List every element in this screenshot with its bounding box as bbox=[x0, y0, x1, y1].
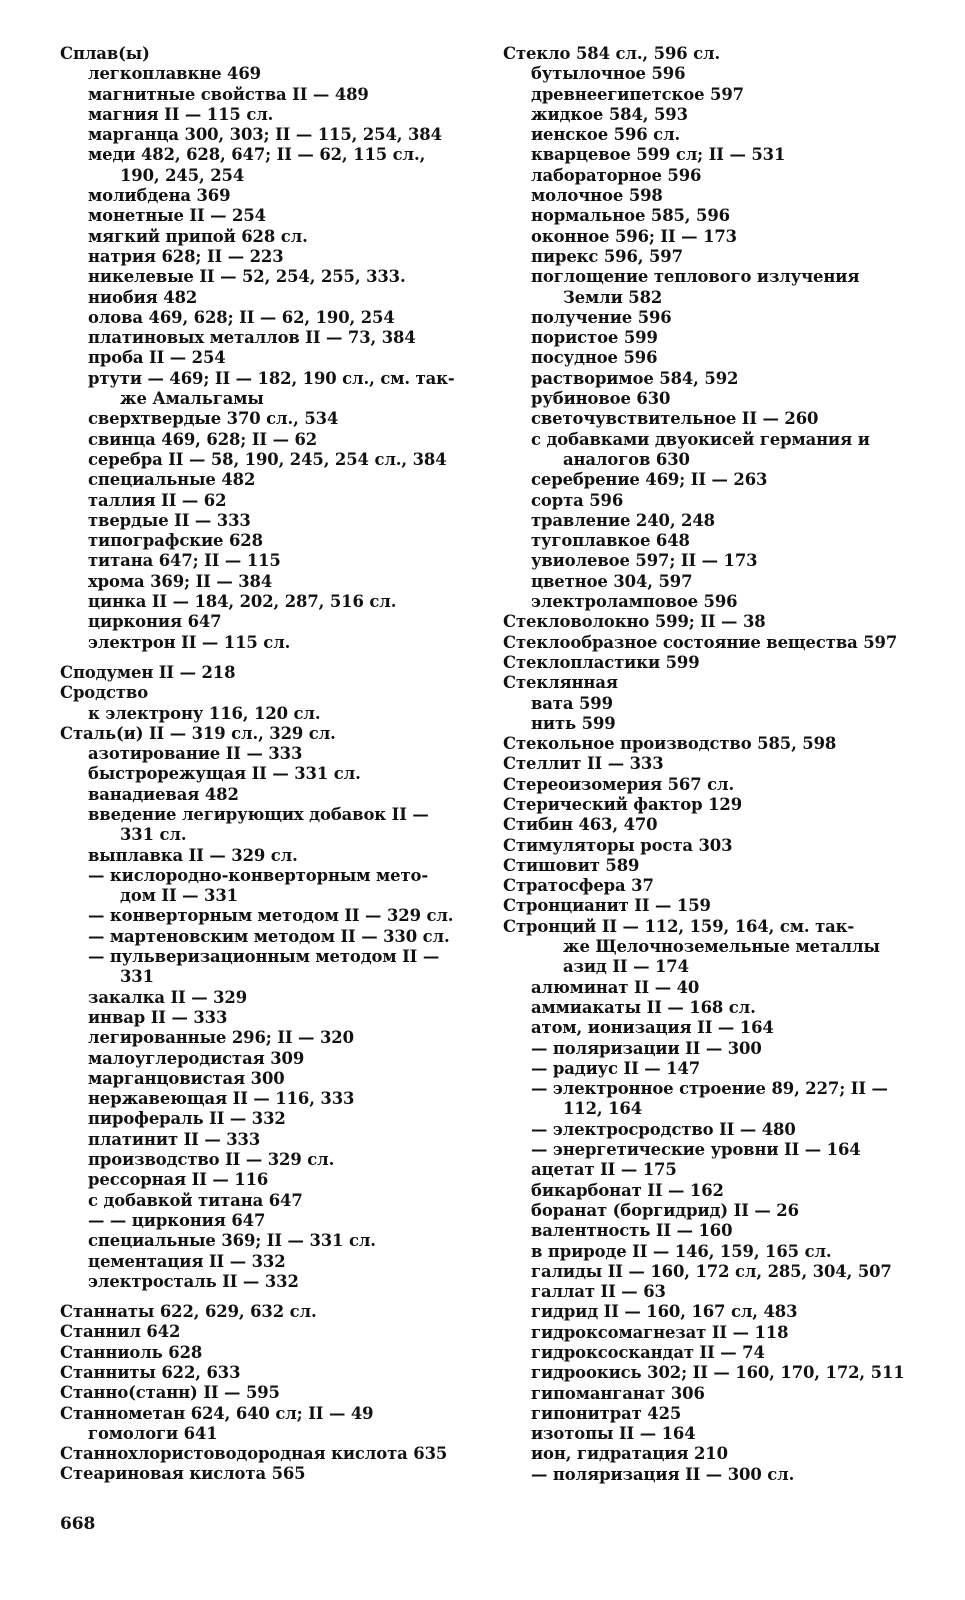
index-subentry: мягкий припой 628 сл. bbox=[88, 226, 308, 246]
right-index-column bbox=[503, 44, 905, 1485]
index-entry: Сталь(и) II — 319 сл., 329 сл. bbox=[60, 723, 336, 743]
index-subentry: электроламповое 596 bbox=[531, 592, 738, 612]
index-subentry: — поляризации II — 300 bbox=[531, 1038, 762, 1058]
index-entry: Стеариновая кислота 565 bbox=[60, 1464, 306, 1484]
index-entry: Станниоль 628 bbox=[60, 1342, 203, 1362]
index-subentry: валентность II — 160 bbox=[531, 1221, 733, 1241]
index-subentry: электросталь II — 332 bbox=[88, 1271, 299, 1291]
index-subentry: гомологи 641 bbox=[88, 1423, 218, 1443]
index-subentry: олова 469, 628; II — 62, 190, 254 bbox=[88, 307, 395, 327]
index-subentry: 331 bbox=[120, 967, 154, 987]
index-entry: Станнометан 624, 640 сл; II — 49 bbox=[60, 1403, 374, 1423]
index-subentry: боранат (боргидрид) II — 26 bbox=[531, 1200, 799, 1220]
index-subentry: ниобия 482 bbox=[88, 287, 198, 307]
section-gap bbox=[60, 1292, 460, 1302]
index-subentry: изотопы II — 164 bbox=[531, 1424, 696, 1444]
index-subentry: инвар II — 333 bbox=[88, 1007, 228, 1027]
index-subentry: жидкое 584, 593 bbox=[531, 104, 688, 124]
index-subentry: иенское 596 сл. bbox=[531, 125, 681, 145]
index-subentry: алюминат II — 40 bbox=[531, 977, 700, 997]
index-entry: Станниты 622, 633 bbox=[60, 1363, 241, 1382]
index-subentry: специальные 482 bbox=[88, 470, 256, 490]
index-subentry: ион, гидратация 210 bbox=[531, 1444, 728, 1464]
index-subentry: введение легирующих добавок II — bbox=[88, 804, 429, 824]
index-subentry: рессорная II — 116 bbox=[88, 1170, 269, 1190]
index-subentry: к электрону 116, 120 сл. bbox=[88, 703, 321, 723]
index-subentry: растворимое 584, 592 bbox=[531, 368, 739, 388]
index-entry: Станнаты 622, 629, 632 сл. bbox=[60, 1302, 317, 1322]
index-entry: Станнохлористоводородная кислота 635 bbox=[60, 1444, 448, 1464]
index-entry: Станнил 642 bbox=[60, 1322, 181, 1342]
index-subentry: специальные 369; II — 331 сл. bbox=[88, 1231, 376, 1251]
index-subentry: цементация II — 332 bbox=[88, 1251, 286, 1271]
index-subentry: выплавка II — 329 сл. bbox=[88, 845, 298, 865]
index-subentry: легкоплавкне 469 bbox=[88, 64, 261, 84]
index-subentry: получение 596 bbox=[531, 307, 672, 327]
index-subentry: типографские 628 bbox=[88, 531, 263, 551]
index-subentry: — электросродство II — 480 bbox=[531, 1119, 796, 1139]
index-entry: Сподумен II — 218 bbox=[60, 662, 236, 682]
index-subentry: 331 сл. bbox=[120, 825, 187, 845]
index-subentry: древнеегипетское 597 bbox=[531, 84, 744, 104]
index-subentry: серебра II — 58, 190, 245, 254 сл., 384 bbox=[88, 449, 447, 469]
index-entry: Стекло 584 сл., 596 сл. bbox=[503, 44, 721, 63]
index-subentry: циркония 647 bbox=[88, 612, 222, 632]
index-subentry: молочное 598 bbox=[531, 186, 663, 206]
index-subentry: азотирование II — 333 bbox=[88, 744, 303, 764]
index-subentry: оконное 596; II — 173 bbox=[531, 226, 737, 246]
index-subentry: платиновых металлов II — 73, 384 bbox=[88, 328, 416, 348]
index-entry: Стереоизомерия 567 сл. bbox=[503, 774, 735, 794]
index-subentry: марганцовистая 300 bbox=[88, 1068, 285, 1088]
index-subentry: нержавеющая II — 116, 333 bbox=[88, 1089, 355, 1109]
index-subentry: бикарбонат II — 162 bbox=[531, 1180, 724, 1200]
index-subentry: с добавками двуокисей германия и bbox=[531, 429, 870, 449]
index-subentry: электрон II — 115 сл. bbox=[88, 632, 291, 652]
index-subentry: цинка II — 184, 202, 287, 516 сл. bbox=[88, 592, 397, 612]
index-subentry: нить 599 bbox=[531, 713, 616, 733]
index-subentry: нормальное 585, 596 bbox=[531, 206, 730, 226]
index-entry: Сплав(ы) bbox=[60, 44, 150, 63]
index-subentry: магнитные свойства II — 489 bbox=[88, 84, 369, 104]
index-entry: Стерический фактор 129 bbox=[503, 794, 743, 814]
index-subentry: быстрорежущая II — 331 сл. bbox=[88, 764, 361, 784]
index-subentry: в природе II — 146, 159, 165 сл. bbox=[531, 1241, 832, 1261]
index-entry: Стишовит 589 bbox=[503, 855, 640, 875]
section-gap bbox=[60, 653, 460, 663]
index-subentry: таллия II — 62 bbox=[88, 490, 227, 510]
index-entry: Стронций II — 112, 159, 164, см. так- bbox=[503, 916, 855, 936]
index-subentry: же Щелочноземельные металлы bbox=[563, 937, 880, 957]
index-subentry: увиолевое 597; II — 173 bbox=[531, 551, 758, 571]
index-subentry: посудное 596 bbox=[531, 348, 658, 368]
index-subentry: — — циркония 647 bbox=[88, 1210, 266, 1230]
index-subentry: тугоплавкое 648 bbox=[531, 531, 690, 551]
index-subentry: натрия 628; II — 223 bbox=[88, 246, 284, 266]
index-subentry: галиды II — 160, 172 сл, 285, 304, 507 bbox=[531, 1261, 892, 1281]
index-subentry: магния II — 115 сл. bbox=[88, 104, 274, 124]
index-subentry: свинца 469, 628; II — 62 bbox=[88, 429, 318, 449]
index-subentry: ртути — 469; II — 182, 190 сл., см. так- bbox=[88, 368, 455, 388]
index-subentry: атом, ионизация II — 164 bbox=[531, 1018, 774, 1038]
index-entry: Стеклопластики 599 bbox=[503, 652, 700, 672]
index-subentry: — поляризация II — 300 сл. bbox=[531, 1464, 795, 1484]
index-subentry: меди 482, 628, 647; II — 62, 115 сл., bbox=[88, 145, 426, 165]
index-entry: Стеклообразное состояние вещества 597 bbox=[503, 632, 898, 652]
left-index-column bbox=[60, 44, 460, 1485]
index-subentry: светочувствительное II — 260 bbox=[531, 409, 819, 429]
index-subentry: серебрение 469; II — 263 bbox=[531, 470, 768, 490]
index-entry: Стекловолокно 599; II — 38 bbox=[503, 612, 766, 632]
index-entry: Сродство bbox=[60, 683, 149, 703]
index-subentry: дом II — 331 bbox=[120, 886, 238, 906]
index-subentry: цветное 304, 597 bbox=[531, 571, 693, 591]
index-subentry: гидроксоскандат II — 74 bbox=[531, 1343, 765, 1362]
index-subentry: лабораторное 596 bbox=[531, 165, 702, 185]
index-subentry: ацетат II — 175 bbox=[531, 1160, 677, 1180]
index-subentry: — радиус II — 147 bbox=[531, 1058, 701, 1078]
index-entry: Стекольное производство 585, 598 bbox=[503, 734, 837, 754]
index-entry: Стронцианит II — 159 bbox=[503, 896, 711, 916]
index-subentry: — энергетические уровни II — 164 bbox=[531, 1140, 861, 1160]
index-subentry: 112, 164 bbox=[563, 1099, 643, 1119]
index-subentry: платинит II — 333 bbox=[88, 1129, 261, 1149]
index-subentry: травление 240, 248 bbox=[531, 510, 715, 530]
index-entry: Станно(станн) II — 595 bbox=[60, 1383, 280, 1403]
index-entry: Стеклянная bbox=[503, 673, 618, 693]
index-subentry: сорта 596 bbox=[531, 490, 624, 510]
index-subentry: гидроксомагнезат II — 118 bbox=[531, 1322, 789, 1342]
index-subentry: Земли 582 bbox=[563, 287, 663, 307]
index-subentry: титана 647; II — 115 bbox=[88, 551, 281, 571]
index-subentry: аналогов 630 bbox=[563, 449, 690, 469]
index-subentry: вата 599 bbox=[531, 693, 613, 713]
index-entry: Стеллит II — 333 bbox=[503, 754, 664, 774]
index-subentry: пористое 599 bbox=[531, 328, 658, 348]
index-subentry: бутылочное 596 bbox=[531, 64, 686, 84]
index-subentry: пирекс 596, 597 bbox=[531, 246, 683, 266]
index-subentry: производство II — 329 сл. bbox=[88, 1150, 335, 1170]
index-subentry: — кислородно-конверторным мето- bbox=[88, 865, 429, 885]
index-subentry: пирофераль II — 332 bbox=[88, 1109, 286, 1129]
index-subentry: марганца 300, 303; II — 115, 254, 384 bbox=[88, 125, 442, 145]
index-subentry: проба II — 254 bbox=[88, 348, 226, 368]
index-subentry: галлат II — 63 bbox=[531, 1282, 666, 1302]
index-subentry: сверхтвердые 370 сл., 534 bbox=[88, 409, 339, 429]
index-subentry: гидроокись 302; II — 160, 170, 172, 511 bbox=[531, 1363, 905, 1383]
index-entry: Стимуляторы роста 303 bbox=[503, 835, 733, 855]
index-subentry: 190, 245, 254 bbox=[120, 165, 245, 185]
index-subentry: легированные 296; II — 320 bbox=[88, 1028, 354, 1048]
index-subentry: поглощение теплового излучения bbox=[531, 267, 860, 287]
index-subentry: гипоманганат 306 bbox=[531, 1383, 705, 1403]
index-subentry: ванадиевая 482 bbox=[88, 784, 239, 804]
index-subentry: малоуглеродистая 309 bbox=[88, 1048, 305, 1068]
index-subentry: гипонитрат 425 bbox=[531, 1403, 682, 1423]
index-subentry: — мартеновским методом II — 330 сл. bbox=[88, 926, 450, 946]
index-subentry: с добавкой титана 647 bbox=[88, 1190, 303, 1210]
index-subentry: никелевые II — 52, 254, 255, 333. bbox=[88, 267, 406, 287]
index-subentry: азид II — 174 bbox=[563, 957, 689, 977]
index-subentry: твердые II — 333 bbox=[88, 510, 251, 530]
index-subentry: — электронное строение 89, 227; II — bbox=[531, 1079, 888, 1099]
index-subentry: кварцевое 599 сл; II — 531 bbox=[531, 145, 786, 165]
index-subentry: — пульверизационным методом II — bbox=[88, 947, 440, 967]
index-entry: Стратосфера 37 bbox=[503, 876, 654, 896]
index-subentry: закалка II — 329 bbox=[88, 987, 248, 1007]
index-subentry: монетные II — 254 bbox=[88, 206, 266, 226]
index-subentry: — конверторным методом II — 329 сл. bbox=[88, 906, 454, 926]
index-subentry: аммиакаты II — 168 сл. bbox=[531, 997, 756, 1017]
index-subentry: же Амальгамы bbox=[120, 389, 264, 409]
index-entry: Стибин 463, 470 bbox=[503, 815, 658, 835]
index-subentry: рубиновое 630 bbox=[531, 389, 671, 409]
index-subentry: молибдена 369 bbox=[88, 186, 231, 206]
index-subentry: гидрид II — 160, 167 сл, 483 bbox=[531, 1302, 798, 1322]
page-number: 668 bbox=[60, 1514, 96, 1534]
index-subentry: хрома 369; II — 384 bbox=[88, 571, 273, 591]
